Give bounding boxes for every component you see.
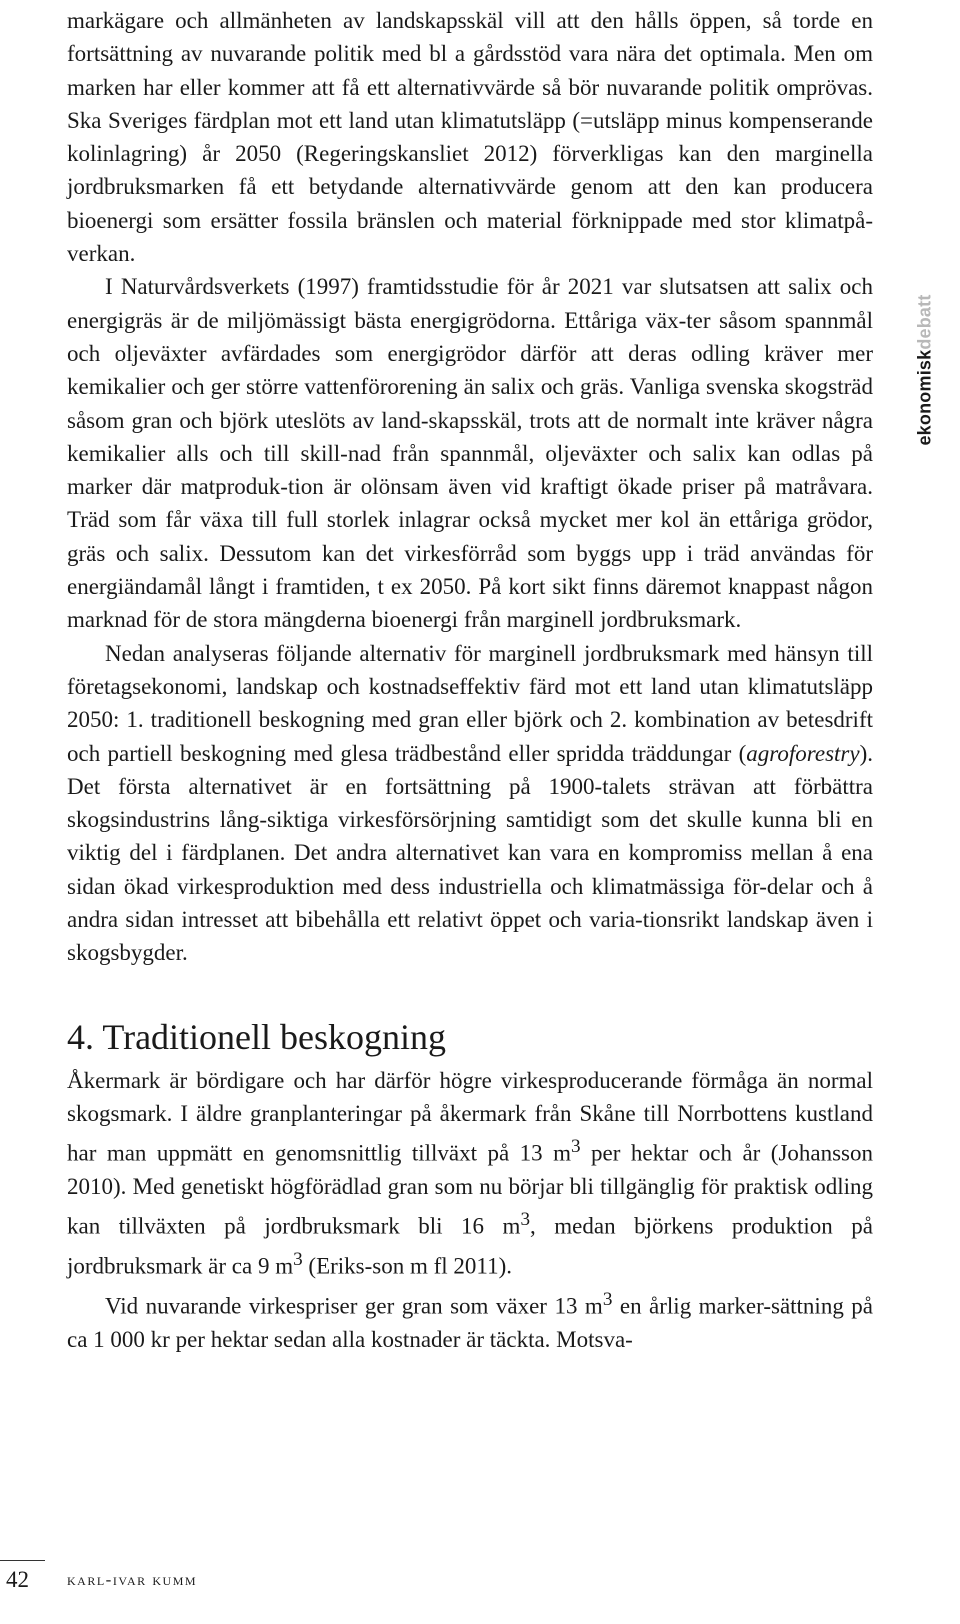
page-number: 42 [6,1567,29,1592]
agroforestry-term: agroforestry [746,740,860,766]
section-p2-text-1: Vid nuvarande virkespriser ger gran som växer 13 m [105,1294,603,1320]
section-p1-text-2: per hektar och år (Johansson 2010). Med genetiskt högförädlad gran som nu börjar bli tillgänglig för praktisk odling kan tillväxten på jordbruksmark bli 16 m [67,1140,874,1240]
text-column [67,4,873,1357]
cubic-superscript: 3 [293,1249,303,1271]
cubic-superscript: 3 [602,1289,613,1311]
sidebar-label-part1: ekonomisk [914,349,935,446]
paragraph-3-text-a: Nedan analyseras följande alternativ för marginell jordbruksmark med hänsyn till företagsekonomi, landskap och kostnadseffektiv färd mot ett land utan klimatutsläpp 2050: 1. traditionell beskogning med gran eller björk och 2. kombination av betesdrift och partiell beskogning med glesa trädbestånd eller spridda träddungar ( [67,640,873,766]
author-running-head: karl-ivar kumm [67,1570,198,1589]
body-paragraph-2: I Naturvårdsverkets (1997) framtidsstudie för år 2021 var slutsatsen att salix och energigräs är de miljömässigt bästa energigrödorna. Ettåriga väx-ter såsom spannmål och oljeväxter avfärdades som energigrödor därför att deras odling kräver mer kemikalier och ger större vattenförorening än salix och gräs. Vanliga svenska skogsträd såsom gran och björk uteslöts av land-skapsskäl, trots att de normalt inte kräver några kemikalier alls och till skill-nad från spannmål, oljeväxter och salix kan odlas på marker där matproduk-tion är olönsam även vid kraftigt ökade priser på matråvara. Träd som får växa till full storlek inlagrar också mycket mer kol än ettåriga grödor, gräs och salix. Dessutom kan det virkesförråd som byggs upp i träd användas för energiändamål långt i framtiden, t ex 2050. På kort sikt finns däremot knappast någon marknad för de stora mängderna bioenergi från marginell jordbruksmark. [67,274,873,633]
section-p1-text-4: (Eriks-son m fl 2011). [302,1254,512,1280]
section-p2-text-2: en årlig marker-sättning på ca 1 000 kr per hektar sedan alla kostnader är täckta. Motsva- [67,1294,873,1353]
paragraph-3-text-b: ). Det första alternativet är en fortsättning på 1900-talets strävan att förbättra skogsindustrins lång-siktiga virkesförsörjning samtidigt som det skulle kunna bli en viktig del i färdplanen. Det andra alternativet kan vara en kompromiss mellan å ena sidan ökad virkesproduktion med dess industriella och klimatmässiga för-delar och å andra sidan intresset att bibehålla ett relativt öppet och varia-tionsrikt landskap även i skogsbygder. [67,740,873,966]
body-paragraph-3 [67,637,873,970]
body-paragraph-1: markägare och allmänheten av landskapsskäl vill att den hålls öppen, så torde en fortsättning av nuvarande politik med bl a gårdsstöd vara nära det optimala. Men om marken har eller kommer att få ett alternativvärde så bör nuvarande politik omprövas. Ska Sveriges färdplan mot ett land utan klimatutsläpp (=utsläpp minus kompenserande kolinlagring) år 2050 (Regeringskansliet 2012) förverkligas kan den marginella jordbruksmarken få ett betydande alternativvärde genom att den kan producera bioenergi som ersätter fossila bränslen och material förknippade med stor klimatpå-verkan. [67,8,873,267]
footer-rule [0,1560,45,1561]
sidebar-label-part2: debatt [914,294,935,350]
section-heading: 4. Traditionell beskogning [67,1016,447,1057]
section-p1-text-3: , medan björkens produktion på jordbruksmark är ca 9 m [67,1214,873,1280]
section-p1-text-1: Åkermark är bördigare och har därför högre virkesproducerande förmåga än normal skogsmark. I äldre granplanteringar på åkermark från Skåne till Norrbottens kustland har man uppmätt en genomsnittlig tillväxt på 13 m [67,1067,873,1166]
journal-sidebar-label [915,294,936,445]
section-paragraph-1 [67,1064,873,1284]
cubic-superscript: 3 [520,1209,531,1231]
section-paragraph-2 [67,1283,873,1356]
cubic-superscript: 3 [571,1136,581,1158]
